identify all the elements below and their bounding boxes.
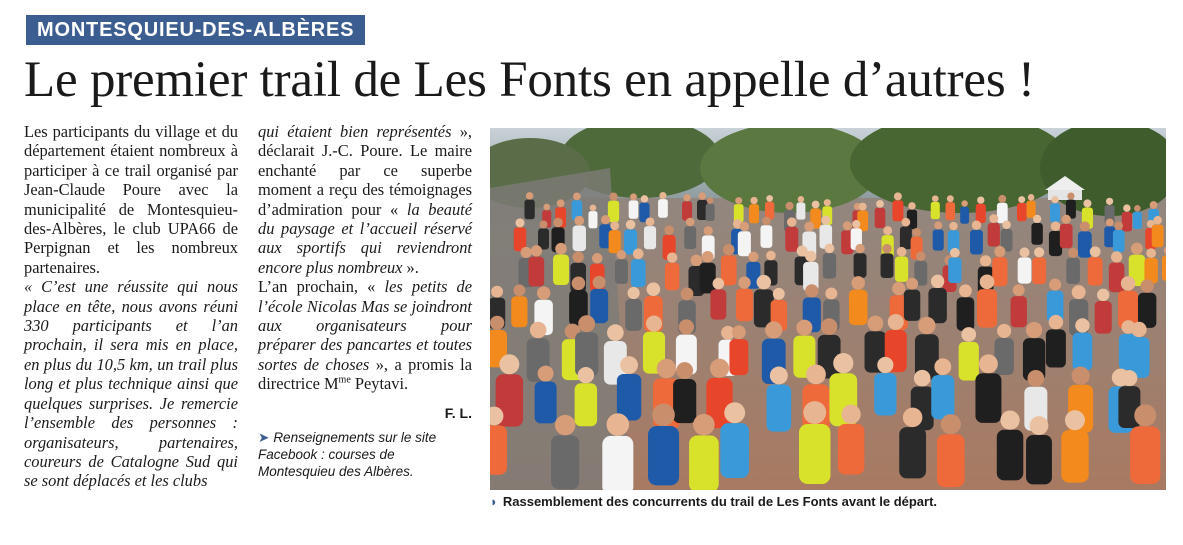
runner-head <box>659 192 666 199</box>
runner-figure <box>573 225 586 251</box>
caption-text: Rassemblement des concurrents du trail de Les Fonts avant le départ. <box>502 494 938 509</box>
runner-figure <box>524 200 534 220</box>
runner-head <box>1134 205 1141 212</box>
runner-head <box>601 215 610 224</box>
runner-head <box>1072 285 1086 299</box>
runner-head <box>883 226 892 235</box>
runner-head <box>859 203 867 211</box>
runner-head <box>812 201 820 209</box>
runner-head <box>796 320 812 336</box>
runner-figure <box>658 199 668 218</box>
runner-head <box>710 359 729 378</box>
article-headline: Le premier trail de Les Fonts en appelle d’autres ! <box>24 52 1035 108</box>
runner-head <box>959 284 972 297</box>
runner-figure <box>1122 212 1132 232</box>
runner-head <box>490 316 504 330</box>
runner-head <box>977 196 984 203</box>
quote-close: ». <box>402 257 419 277</box>
photo-caption <box>490 494 1166 510</box>
runner-head <box>934 221 942 229</box>
runner-head <box>989 214 998 223</box>
runner-head <box>867 316 883 332</box>
runner-head <box>693 414 715 436</box>
runner-head <box>735 197 742 204</box>
runner-figure <box>736 289 753 321</box>
runner-figure <box>975 373 1001 423</box>
paragraph-next-year <box>258 277 472 393</box>
runner-head <box>686 218 695 227</box>
runner-head <box>916 251 925 260</box>
runner-head <box>980 255 991 266</box>
runner-head <box>646 217 655 226</box>
runner-figure <box>1152 225 1164 248</box>
runner-head <box>947 195 954 202</box>
runner-head <box>574 216 584 226</box>
runner-head <box>941 414 961 434</box>
runner-head <box>1020 247 1030 257</box>
runner-head <box>1121 276 1135 290</box>
runner-figure <box>767 384 792 431</box>
runner-figure <box>529 257 545 287</box>
runner-head <box>897 247 907 257</box>
runner-head <box>1106 198 1113 205</box>
runner-head <box>825 287 837 299</box>
runner-head <box>610 221 619 230</box>
runner-figure <box>625 299 642 331</box>
runner-figure <box>900 226 912 249</box>
author-signature: F. L. <box>444 404 472 421</box>
runner-head <box>499 354 519 374</box>
runner-head <box>750 197 757 204</box>
runner-head <box>997 324 1011 338</box>
runner-head <box>555 415 576 436</box>
runner-head <box>1140 279 1153 292</box>
runner-head <box>633 249 644 260</box>
runner-head <box>852 220 860 228</box>
runner-head <box>515 218 524 227</box>
runner-figure <box>933 229 944 250</box>
runner-head <box>1067 192 1074 199</box>
runner-figure <box>988 223 1000 246</box>
runner-head <box>786 202 794 210</box>
runner-head <box>1034 247 1044 257</box>
runner-head <box>620 356 638 374</box>
runner-head <box>762 217 771 226</box>
runner-head <box>1018 196 1025 203</box>
runner-figure <box>976 204 986 223</box>
runner-figure <box>785 227 798 252</box>
runner-head <box>980 275 995 290</box>
runner-head <box>766 195 773 202</box>
runner-figure <box>511 296 527 327</box>
admiration-quote: la beauté du paysage et l’accueil réservé aux sportifs qui reviendront encore plus nombreux <box>258 199 472 277</box>
runner-head <box>804 221 814 231</box>
runner-figure <box>957 297 975 331</box>
runner-head <box>1106 218 1114 226</box>
runner-head <box>526 192 533 199</box>
runner-figure <box>1018 257 1032 283</box>
runner-head <box>657 359 676 378</box>
runner-head <box>704 226 713 235</box>
article-column-2 <box>258 122 472 480</box>
runner-head <box>630 193 637 200</box>
runner-head <box>950 248 960 258</box>
runner-figure <box>1078 231 1092 257</box>
runner-figure <box>1088 257 1103 285</box>
runner-head <box>573 193 581 201</box>
runner-figure <box>874 373 896 415</box>
article-column-1 <box>24 122 238 491</box>
runner-head <box>888 314 904 330</box>
runner-figure <box>1113 230 1125 252</box>
runner-figure <box>729 339 748 375</box>
runner-head <box>1097 289 1109 301</box>
runner-head <box>593 276 606 289</box>
runner-head <box>1065 410 1085 430</box>
runner-figure <box>1026 435 1052 484</box>
runner-figure <box>937 434 965 487</box>
runner-figure <box>1060 224 1073 248</box>
runner-figure <box>1027 201 1036 218</box>
runner-figure <box>892 200 903 221</box>
runner-head <box>590 205 597 212</box>
runner-figure <box>615 259 628 284</box>
runner-head <box>1111 251 1122 262</box>
runner-head <box>825 243 835 253</box>
runner-head <box>821 318 838 335</box>
runner-figure <box>959 342 979 381</box>
runner-head <box>902 218 911 227</box>
runner-head <box>1123 204 1130 211</box>
director-name: Peytavi. <box>350 374 409 394</box>
runner-head <box>698 192 706 200</box>
runner-figure <box>931 202 940 219</box>
runner-head <box>553 218 563 228</box>
runner-figure <box>535 382 557 424</box>
runner-head <box>1150 201 1158 209</box>
runner-figure <box>1133 212 1142 229</box>
paragraph-quote <box>24 277 238 490</box>
runner-figure <box>1011 296 1027 327</box>
runner-head <box>994 246 1005 257</box>
runner-head <box>513 284 525 296</box>
runner-head <box>723 244 734 255</box>
runner-figure <box>928 288 946 323</box>
runner-figure <box>644 226 656 249</box>
runner-head <box>646 316 662 332</box>
runner-head <box>1080 221 1090 231</box>
arrow-right-icon: ➤ <box>258 430 270 446</box>
runner-head <box>1026 322 1042 338</box>
runner-figure <box>673 379 696 423</box>
runner-head <box>676 362 693 379</box>
runner-head <box>555 243 567 255</box>
runner-head <box>1131 243 1143 255</box>
runner-head <box>1068 248 1078 258</box>
runner-figure <box>684 226 696 249</box>
runner-figure <box>895 257 908 282</box>
runner-figure <box>588 211 597 228</box>
runner-figure <box>1130 426 1160 484</box>
runner-head <box>1131 322 1146 337</box>
runner-head <box>707 197 714 204</box>
runner-head <box>892 282 905 295</box>
runner-head <box>798 196 805 203</box>
runner-figure <box>700 263 716 294</box>
quote-text: « C’est une réussite qui nous place en tête, nous avons réuni 330 participants et l’an prochain, il sera mis en place, en plus du 10,5 km, un trail plus long et plus technique ainsi que quelques surprises. Je remercie l’ensemble des personnes : organisateurs, partenaires, coureurs de Catalogne Sud qui se sont déplacés et les clubs <box>24 277 238 491</box>
runner-figure <box>875 208 886 228</box>
runner-head <box>667 252 677 262</box>
declaration-text: », déclarait J.-C. Poure. Le maire enchanté par ce superbe moment a reçu des témoignages d’admiration pour « <box>258 122 473 219</box>
paragraph-declaration <box>258 122 472 277</box>
runner-head <box>961 327 976 342</box>
runner-head <box>607 324 624 341</box>
runner-figure <box>946 202 955 220</box>
runner-head <box>833 353 853 373</box>
runner-head <box>691 255 702 266</box>
runner-head <box>912 228 921 237</box>
runner-head <box>877 357 893 373</box>
runner-head <box>821 216 830 225</box>
runner-head <box>702 251 714 263</box>
runner-head <box>748 252 758 262</box>
runner-figure <box>1031 223 1042 245</box>
runner-head <box>1051 196 1058 203</box>
runner-head <box>787 217 796 226</box>
runner-figure <box>994 338 1013 375</box>
runner-head <box>894 192 902 200</box>
runner-head <box>520 247 531 258</box>
runner-head <box>540 220 548 228</box>
race-start-photo <box>490 128 1166 490</box>
runner-figure <box>553 254 569 284</box>
runner-head <box>652 403 675 426</box>
runner-figure <box>1046 329 1066 367</box>
runner-head <box>740 222 750 232</box>
runner-head <box>1075 318 1089 332</box>
runner-head <box>770 367 788 385</box>
runner-figure <box>629 200 639 218</box>
runner-figure <box>749 204 759 223</box>
crowd-illustration <box>490 128 1166 490</box>
runner-head <box>609 192 617 200</box>
runner-head <box>806 365 826 385</box>
runner-head <box>1072 367 1090 385</box>
runner-figure <box>575 383 597 426</box>
runner-figure <box>799 424 830 484</box>
runner-figure <box>710 289 726 319</box>
runner-figure <box>1162 255 1166 281</box>
title-superscript: me <box>338 374 351 386</box>
runner-figure <box>997 430 1023 481</box>
runner-figure <box>904 290 920 321</box>
runner-head <box>572 251 583 262</box>
runner-head <box>1146 248 1156 258</box>
runner-figure <box>689 435 719 490</box>
runner-figure <box>1066 258 1080 284</box>
runner-head <box>1028 194 1035 201</box>
director-text: », a promis la directrice M <box>258 354 472 394</box>
runner-head <box>1114 221 1122 229</box>
runner-head <box>1049 279 1061 291</box>
runner-head <box>934 358 951 375</box>
runner-head <box>906 278 918 290</box>
paragraph-intro: Les participants du village et du département étaient nombreux à participer à ce trail organisé par Jean-Claude Poure avec la municipalité de Montesquieu-des-Albères, le club UPA66 de Perpignan et les nombreux partenaires. <box>24 122 238 277</box>
runner-figure <box>1061 430 1088 482</box>
runner-head <box>681 287 694 300</box>
runner-head <box>592 253 603 264</box>
runner-head <box>664 225 674 235</box>
runner-figure <box>617 374 641 421</box>
runner-head <box>765 321 782 338</box>
runner-head <box>683 194 690 201</box>
runner-figure <box>706 204 715 221</box>
runner-head <box>572 277 586 291</box>
runner-head <box>805 284 818 297</box>
info-text: Renseignements sur le site Facebook : courses de Montesquieu des Albères. <box>258 430 437 480</box>
runner-head <box>1000 411 1019 430</box>
runner-head <box>932 195 939 202</box>
runner-head <box>679 319 694 334</box>
runner-head <box>961 200 967 206</box>
runner-figure <box>857 211 868 232</box>
info-note <box>258 429 472 480</box>
runner-head <box>1013 284 1025 296</box>
quote-end-text: qui étaient bien représentés <box>258 122 452 141</box>
runner-figure <box>997 203 1008 224</box>
runner-head <box>805 251 816 262</box>
runner-head <box>543 204 550 211</box>
runner-head <box>1002 220 1011 229</box>
runner-head <box>628 287 640 299</box>
next-year-lead: L’an prochain, « <box>258 277 385 297</box>
runner-head <box>617 250 626 259</box>
runner-figure <box>881 253 894 278</box>
runner-head <box>1090 246 1101 257</box>
runner-head <box>949 222 957 230</box>
runner-head <box>537 286 550 299</box>
runner-head <box>1121 370 1137 386</box>
runner-head <box>713 278 725 290</box>
runner-head <box>1030 416 1049 435</box>
runner-figure <box>609 230 621 253</box>
runner-head <box>903 408 923 428</box>
runner-head <box>841 405 860 424</box>
runner-head <box>724 402 745 423</box>
runner-head <box>578 367 594 383</box>
runner-head <box>851 276 865 290</box>
runner-figure <box>665 263 679 290</box>
runner-head <box>1051 221 1061 231</box>
runner-figure <box>1017 203 1027 221</box>
runner-head <box>824 199 831 206</box>
runner-head <box>908 202 915 209</box>
runner-figure <box>648 426 679 485</box>
runner-head <box>626 220 636 230</box>
runner-head <box>1049 315 1064 330</box>
runner-head <box>1033 215 1041 223</box>
runner-head <box>557 199 565 207</box>
runner-figure <box>977 289 997 327</box>
runner-figure <box>1032 257 1046 284</box>
runner-head <box>843 221 852 230</box>
runner-head <box>578 315 595 332</box>
runner-figure <box>551 435 579 489</box>
runner-head <box>803 401 826 424</box>
runner-head <box>647 282 661 296</box>
runner-figure <box>970 230 983 255</box>
runner-head <box>882 244 891 253</box>
caption-marker-icon: ◗ <box>490 494 498 509</box>
runner-head <box>972 221 981 230</box>
runner-head <box>876 200 884 208</box>
runner-figure <box>1095 301 1112 334</box>
runner-head <box>531 245 542 256</box>
runner-figure <box>960 207 969 224</box>
runner-figure <box>796 203 805 220</box>
runner-head <box>757 275 771 289</box>
runner-head <box>1153 216 1162 225</box>
runner-figure <box>1073 333 1093 371</box>
runner-figure <box>849 290 868 325</box>
runner-head <box>1134 404 1156 426</box>
runner-figure <box>854 253 867 278</box>
runner-head <box>1062 215 1071 224</box>
runner-figure <box>602 436 633 490</box>
runner-head <box>1083 199 1091 207</box>
runner-head <box>914 370 931 387</box>
runner-figure <box>931 375 954 419</box>
runner-figure <box>838 424 864 475</box>
runner-figure <box>720 423 749 478</box>
runner-head <box>738 276 750 288</box>
school-quote: les petits de l’école Nicolas Mas se joindront aux organisateurs pour préparer des pancartes et toutes sortes de choses <box>258 277 472 374</box>
runner-head <box>1027 370 1044 387</box>
runner-head <box>732 325 746 339</box>
runner-figure <box>948 258 961 283</box>
runner-head <box>607 413 630 436</box>
runner-head <box>530 322 547 339</box>
runner-head <box>931 275 944 288</box>
runner-head <box>979 354 998 373</box>
runner-figure <box>1109 263 1125 293</box>
runner-head <box>641 195 648 202</box>
runner-head <box>855 244 864 253</box>
runner-head <box>766 251 776 261</box>
runner-head <box>773 288 785 300</box>
runner-figure <box>760 225 772 248</box>
runner-head <box>538 366 554 382</box>
runner-figure <box>992 257 1007 286</box>
runner-figure <box>823 253 836 278</box>
section-kicker: MONTESQUIEU-DES-ALBÈRES <box>26 15 365 45</box>
runner-head <box>918 317 935 334</box>
runner-figure <box>1050 203 1060 222</box>
runner-figure <box>738 231 751 256</box>
runner-figure <box>631 259 646 287</box>
runner-figure <box>490 425 507 474</box>
runner-head <box>491 286 503 298</box>
runner-head <box>998 195 1006 203</box>
runner-figure <box>899 427 926 478</box>
